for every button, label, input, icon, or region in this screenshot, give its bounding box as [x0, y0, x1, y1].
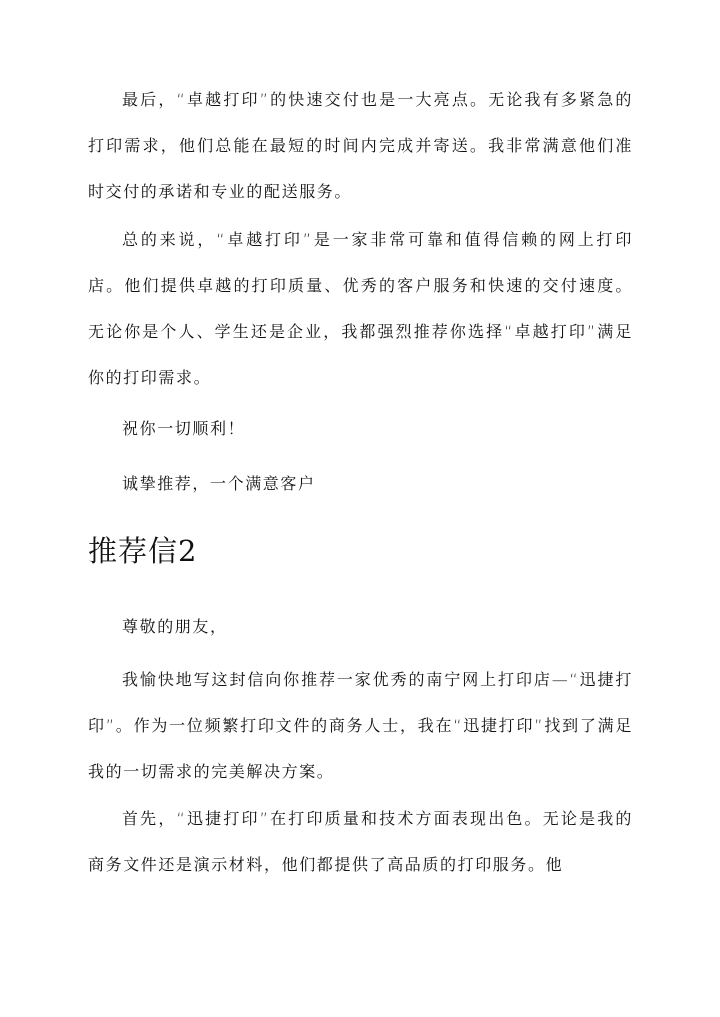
paragraph-salutation: 尊敬的朋友，: [122, 617, 228, 636]
paragraph-introduction: 我愉快地写这封信向你推荐一家优秀的南宁网上打印店—“迅捷打印”。作为一位频繁打印文件的商务人士，我在“迅捷打印”找到了满足我的一切需求的完美解决方案。: [88, 670, 633, 781]
section-heading: 推荐信2: [88, 534, 198, 568]
paragraph-print-quality: 首先，“迅捷打印”在打印质量和技术方面表现出色。无论是我的商务文件还是演示材料，他们都提供了高品质的打印服务。他: [88, 809, 633, 874]
paragraph-wishes: 祝你一切顺利！: [122, 419, 246, 438]
paragraph-signature: 诚挚推荐，一个满意客户: [122, 474, 316, 493]
paragraph-fast-delivery: 最后，“卓越打印”的快速交付也是一大亮点。无论我有多紧急的打印需求，他们总能在最短的时间内完成并寄送。我非常满意他们准时交付的承诺和专业的配送服务。: [88, 90, 633, 201]
paragraph-summary: 总的来说，“卓越打印”是一家非常可靠和值得信赖的网上打印店。他们提供卓越的打印质量、优秀的客户服务和快速的交付速度。无论你是个人、学生还是企业，我都强烈推荐你选择“卓越打印”满足你的打印需求。: [88, 230, 633, 387]
